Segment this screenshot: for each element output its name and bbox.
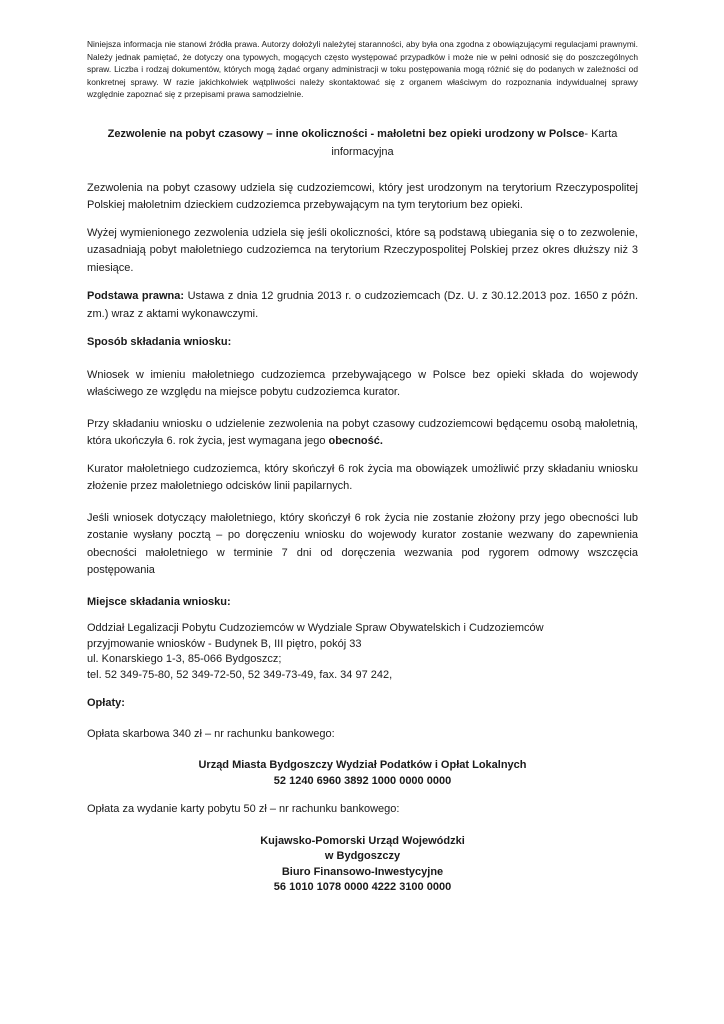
address-line: tel. 52 349-75-80, 52 349-72-50, 52 349-73-49, fax. 34 97 242,	[87, 668, 393, 681]
account-number: 52 1240 6960 3892 1000 0000 0000	[273, 774, 452, 787]
account-number: 56 1010 1078 0000 4222 3100 0000	[273, 881, 452, 894]
intro-paragraph-2: Wyżej wymienionego zezwolenia udziela się jeśli okoliczności, które są podstawą ubiegania się o to zezwolenie, uzasadniają pobyt małoletniego cudzoziemca na terytorium Rzeczypospolitej Polskiej przez okres dłuższy niż 3 miesiące.	[87, 226, 638, 274]
fees-heading: Opłaty:	[87, 697, 125, 710]
submission-paragraph-1: Wniosek w imieniu małoletniego cudzoziemca przebywającego w Polsce bez opieki składa do wojewody właściwego ze względu na miejsce pobytu cudzoziemca kurator.	[87, 368, 638, 399]
address-line: Oddział Legalizacji Pobytu Cudzoziemców w Wydziale Spraw Obywatelskich i Cudzoziemców	[87, 622, 544, 635]
document-content	[87, 38, 638, 896]
submission-paragraph-2	[87, 416, 638, 451]
disclaimer: Niniejsza informacja nie stanowi źródła prawa. Autorzy dołożyli należytej staranności, aby była ona zgodna z obowiązującymi regulacjami prawnymi. Należy jednak pamiętać, że dotyczy ona typowych, mogących często występować przypadków i może nie w pełni odnosić się do poszczególnych spraw. Liczba i rodzaj dokumentów, których mogą żądać organy administracji w toku postępowania mogą różnić się do podanych w zależności od konkretnej sprawy. W razie jakichkolwiek wątpliwości należy skontaktować się z organem właściwym do rozpoznania indywidualnej sprawy względnie zapoznać się z przepisami prawa samodzielnie.	[87, 39, 638, 100]
card-fee-text: Opłata za wydanie karty pobytu 50 zł – nr rachunku bankowego:	[87, 803, 400, 816]
legal-basis	[87, 288, 638, 323]
address-line: ul. Konarskiego 1-3, 85-066 Bydgoszcz;	[87, 653, 282, 666]
submission-paragraph-3: Kurator małoletniego cudzoziemca, który skończył 6 rok życia ma obowiązek umożliwić przy składaniu wniosku złożenie przez małoletniego odcisków linii papilarnych.	[87, 462, 638, 493]
account-holder-city: w Bydgoszczy	[324, 850, 401, 863]
legal-basis-label: Podstawa prawna:	[87, 290, 185, 303]
account-holder: Kujawsko-Pomorski Urząd Wojewódzki	[260, 834, 465, 847]
title-bold: Zezwolenie na pobyt czasowy – inne okoliczności - małoletni bez opieki urodzony w Polsce	[107, 127, 585, 140]
intro-paragraph-1: Zezwolenia na pobyt czasowy udziela się cudzoziemcowi, który jest urodzonym na terytorium Rzeczypospolitej Polskiej małoletnim dzieckiem cudzoziemca przebywającym na tym terytorium bez opieki.	[87, 181, 638, 212]
address-line: przyjmowanie wniosków - Budynek B, III piętro, pokój 33	[87, 637, 362, 650]
account-department: Biuro Finansowo-Inwestycyjne	[281, 865, 444, 878]
place-heading: Miejsce składania wniosku:	[87, 595, 231, 608]
legal-basis-text: Ustawa z dnia 12 grudnia 2013 r. o cudzoziemcach (Dz. U. z 30.12.2013 poz. 1650 z późn. zm.) wraz z aktami wykonawczymi.	[87, 290, 639, 320]
document-title	[87, 125, 638, 161]
submission-p2-text: Przy składaniu wniosku o udzielenie zezwolenia na pobyt czasowy cudzoziemcowi będącemu osobą małoletnią, która ukończyła 6. rok życia, jest wymagana jego	[87, 417, 638, 448]
submission-heading: Sposób składania wniosku:	[87, 336, 232, 349]
card-fee-account	[87, 834, 638, 896]
title-rest: - Karta informacyjna	[331, 127, 618, 158]
submission-paragraph-4: Jeśli wniosek dotyczący małoletniego, który skończył 6 rok życia nie zostanie złożony przy jego obecności lub zostanie wysłany pocztą – po doręczeniu wniosku do wojewody kurator zostanie wezwany do zapewnienia obecności małoletniego w terminie 7 dni od doręczenia wezwania pod rygorem odmowy wszczęcia postępowania	[87, 511, 638, 577]
account-holder: Urząd Miasta Bydgoszczy Wydział Podatków i Opłat Lokalnych	[198, 759, 527, 772]
stamp-fee-account	[87, 758, 638, 789]
office-address	[87, 621, 638, 683]
submission-p2-bold: obecność.	[328, 435, 383, 448]
stamp-fee-text: Opłata skarbowa 340 zł – nr rachunku bankowego:	[87, 727, 335, 740]
